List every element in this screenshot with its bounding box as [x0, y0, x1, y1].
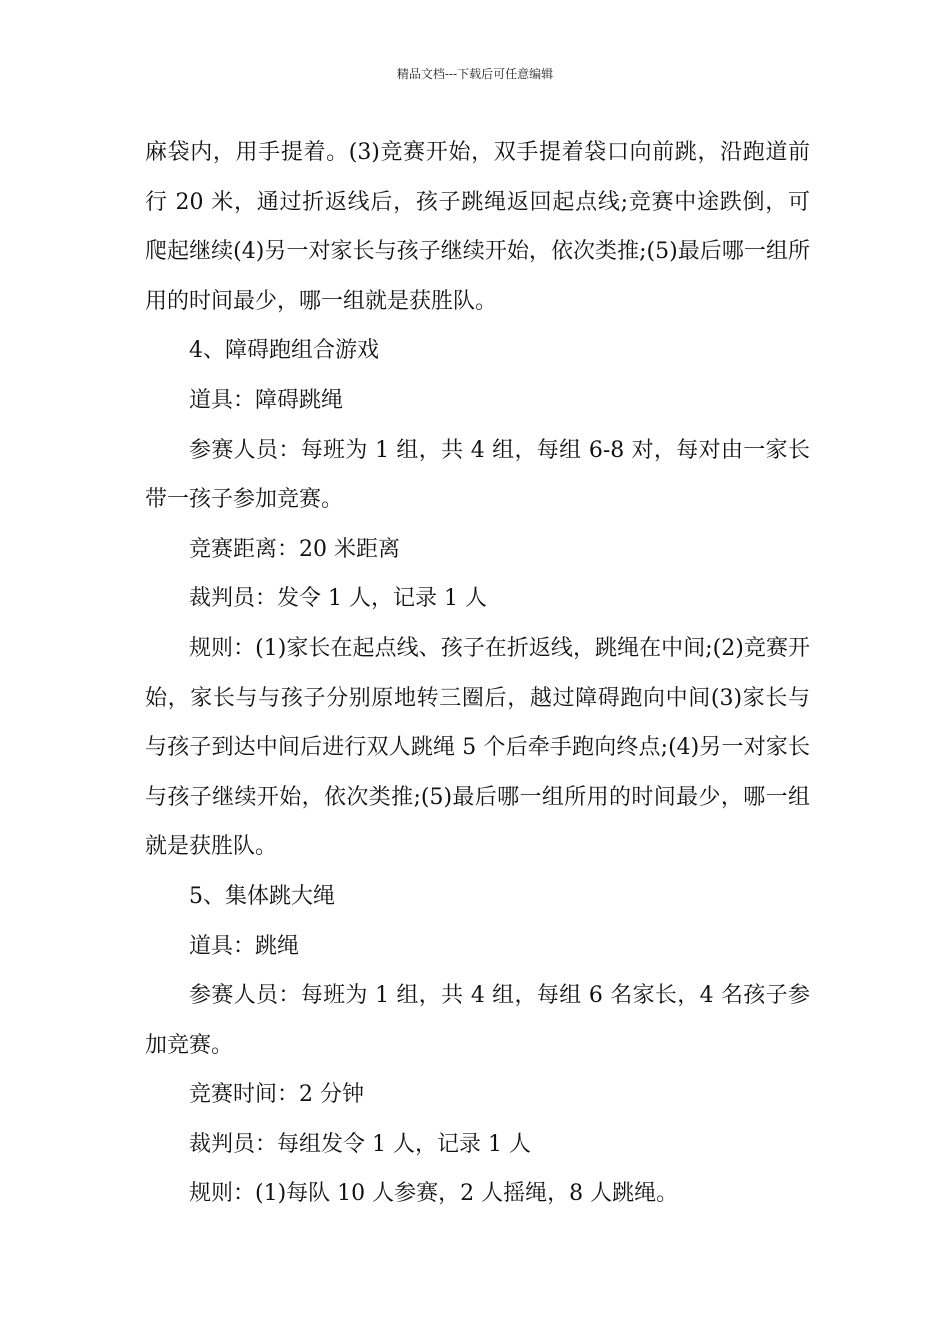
- section-heading-obstacle-race: 4、障碍跑组合游戏: [189, 338, 379, 364]
- paragraph-rules: 规则：(1)家长在起点线、孩子在折返线，跳绳在中间;(2)竞赛开始，家长与与孩子分别原地转三圈后，越过障碍跑向中间(3)家长与与孩子到达中间后进行双人跳绳 5 个后牵手跑向终点;(4)另一对家长与孩子继续开始，依次类推;(5)最后哪一组所用的时间最少，哪一组就是获胜队。: [145, 635, 810, 860]
- paragraph-referees: 裁判员：每组发令 1 人，记录 1 人: [189, 1131, 531, 1157]
- page-header: 精品文档---下载后可任意编辑: [396, 67, 554, 81]
- paragraph-participants: 参赛人员：每班为 1 组，共 4 组，每组 6 名家长，4 名孩子参加竞赛。: [145, 983, 810, 1058]
- paragraph-continuation: 麻袋内，用手提着。(3)竞赛开始，双手提着袋口向前跳，沿跑道前行 20 米，通过折返线后，孩子跳绳返回起点线;竞赛中途跌倒，可爬起继续(4)另一对家长与孩子继续开始，依次类推;(5)最后哪一组所用的时间最少，哪一组就是获胜队。: [145, 140, 810, 314]
- paragraph-distance: 竞赛距离：20 米距离: [189, 536, 400, 562]
- document-body: [145, 128, 810, 1219]
- paragraph-time: 竞赛时间：2 分钟: [189, 1082, 364, 1108]
- paragraph-referees: 裁判员：发令 1 人，记录 1 人: [189, 586, 487, 612]
- paragraph-rules: 规则：(1)每队 10 人参赛，2 人摇绳，8 人跳绳。: [189, 1181, 679, 1207]
- paragraph-participants: 参赛人员：每班为 1 组，共 4 组，每组 6-8 对，每对由一家长带一孩子参加竞赛。: [145, 437, 810, 513]
- paragraph-props: 道具：跳绳: [189, 933, 300, 959]
- paragraph-props: 道具：障碍跳绳: [189, 387, 344, 413]
- section-heading-group-rope: 5、集体跳大绳: [189, 883, 335, 909]
